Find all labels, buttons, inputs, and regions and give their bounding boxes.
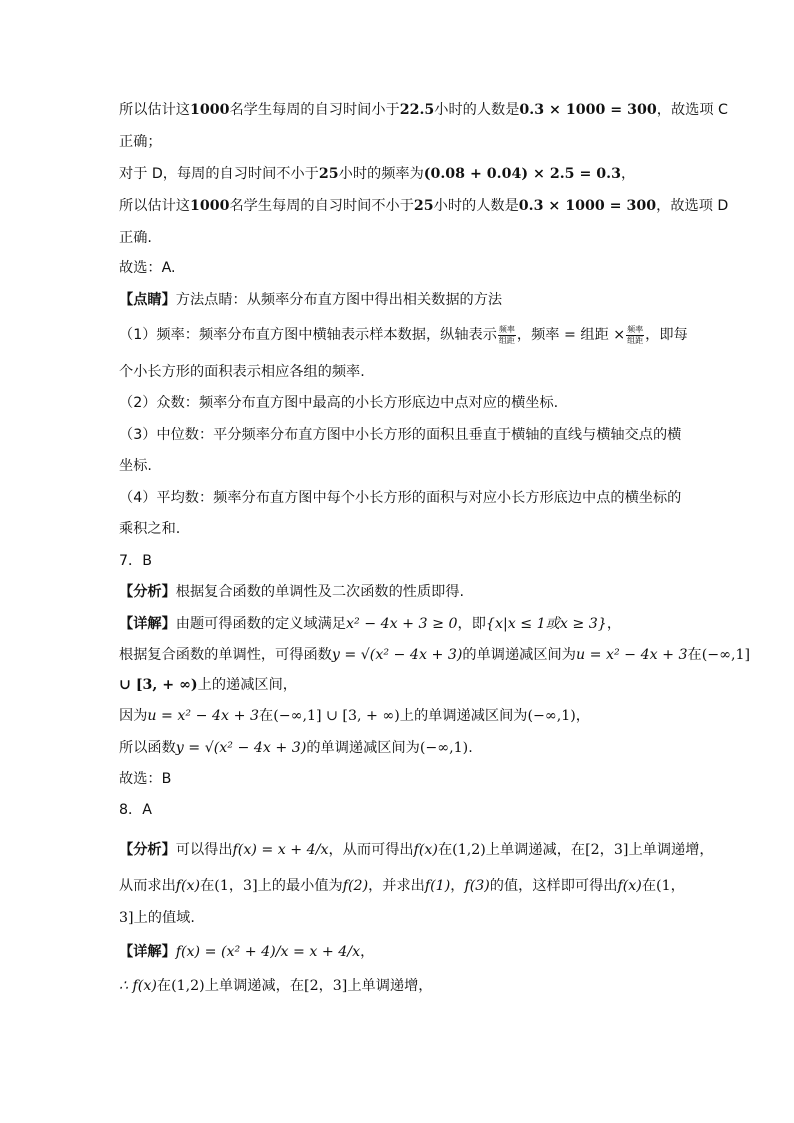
text-line: 个小长方形的面积表示相应各组的频率. bbox=[119, 364, 365, 380]
text-line: 对于 D，每周的自习时间不小于25小时的频率为(0.08 + 0.04) × 2.5 = 0.3， bbox=[119, 166, 636, 182]
text-line: 3]上的值域. bbox=[119, 910, 195, 926]
fraction: $\frac{\text{频率}}{\text{组距}}$ bbox=[498, 324, 515, 345]
text-line: 【分析】根据复合函数的单调性及二次函数的性质即得. bbox=[119, 584, 465, 600]
text-line: 【详解】f(x) = (x² + 4)/x = x + 4/x， bbox=[119, 944, 375, 960]
text-line: 故选：B bbox=[119, 771, 172, 787]
text-line: ∪ [3, + ∞)上的递减区间， bbox=[119, 677, 297, 693]
section-tag: 【分析】 bbox=[119, 584, 176, 600]
question-number: 7．B bbox=[119, 553, 152, 569]
text-line: （2）众数：频率分布直方图中最高的小长方形底边中点对应的横坐标. bbox=[119, 395, 559, 411]
section-tag: 【点睛】 bbox=[119, 292, 176, 308]
fraction: $\frac{\text{频率}}{\text{组距}}$ bbox=[627, 324, 644, 345]
text-line: （1）频率：频率分布直方图中横轴表示样本数据，纵轴表示 $\frac{\text{频率}}{\text{组距}}$ ，频率 = 组距 × $\frac{\text{频率}}{\text{组距}}$ ，即每 bbox=[119, 324, 688, 345]
text-line: 乘积之和. bbox=[119, 521, 181, 537]
text-line: 因为u = x² − 4x + 3在(−∞,1] ∪ [3, + ∞)上的单调递减区间为(−∞,1)， bbox=[119, 708, 590, 724]
question-number: 8．A bbox=[119, 802, 152, 818]
text-line: 【点睛】方法点睛：从频率分布直方图中得出相关数据的方法 bbox=[119, 292, 503, 308]
text-line: （4）平均数：频率分布直方图中每个小长方形的面积与对应小长方形底边中点的横坐标的 bbox=[119, 490, 682, 506]
section-tag: 【详解】 bbox=[119, 944, 176, 960]
text-line: （3）中位数：平分频率分布直方图中小长方形的面积且垂直于横轴的直线与横轴交点的横 bbox=[119, 427, 682, 443]
text-line: ∴ f(x)在(1,2)上单调递减，在[2，3]上单调递增， bbox=[119, 978, 433, 994]
text-line: 【分析】可以得出f(x) = x + 4/x，从而可得出f(x)在(1,2)上单调递减，在[2，3]上单调递增， bbox=[119, 842, 714, 858]
section-tag: 【详解】 bbox=[119, 616, 176, 632]
text-line: 根据复合函数的单调性，可得函数y = √(x² − 4x + 3)的单调递减区间为u = x² − 4x + 3在(−∞,1] bbox=[119, 647, 751, 663]
text-line: 正确； bbox=[119, 134, 162, 150]
text-line: 所以估计这1000名学生每周的自习时间小于22.5小时的人数是0.3 × 1000 = 300，故选项 C bbox=[119, 102, 728, 118]
text-line: 正确. bbox=[119, 230, 152, 246]
text-line: 【详解】由题可得函数的定义域满足x² − 4x + 3 ≥ 0，即{x|x ≤ 1或x ≥ 3}， bbox=[119, 616, 622, 632]
text-line: 从而求出f(x)在(1，3]上的最小值为f(2)，并求出f(1)，f(3)的值，这样即可得出f(x)在(1， bbox=[119, 878, 685, 894]
text-line: 所以函数y = √(x² − 4x + 3)的单调递减区间为(−∞,1). bbox=[119, 740, 473, 756]
text-line: 坐标. bbox=[119, 458, 152, 474]
text-line: 所以估计这1000名学生每周的自习时间不小于25小时的人数是0.3 × 1000 = 300，故选项 D bbox=[119, 198, 729, 214]
section-tag: 【分析】 bbox=[119, 842, 176, 858]
text-line: 故选：A. bbox=[119, 260, 176, 276]
